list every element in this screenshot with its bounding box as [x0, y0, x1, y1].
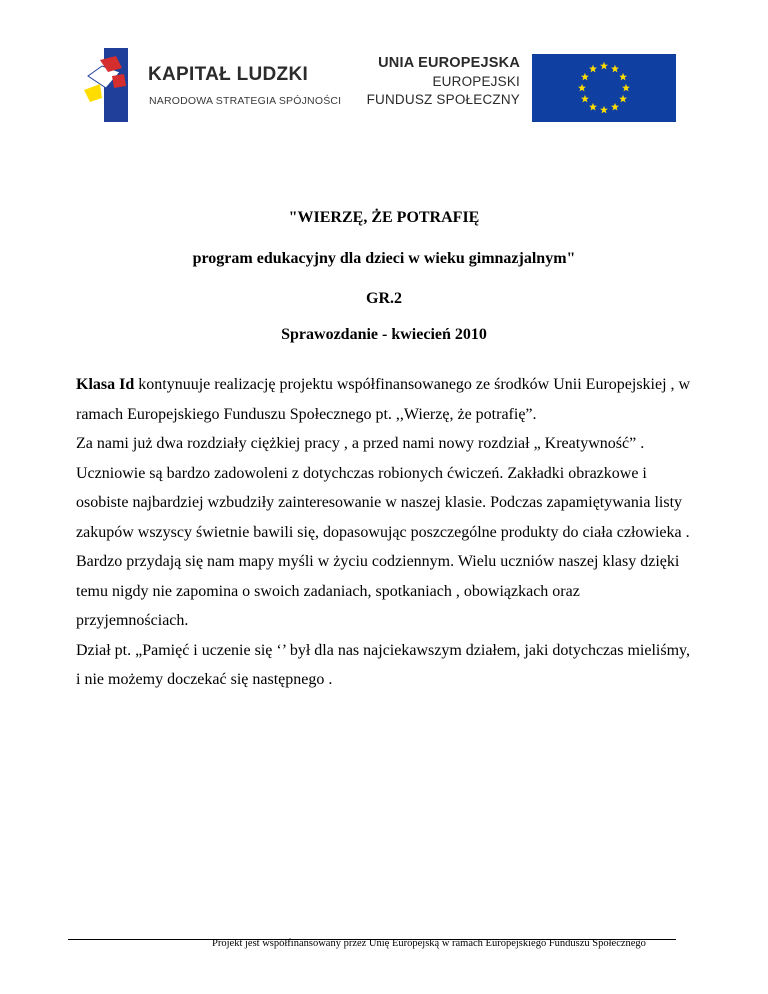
- kapital-ludzki-emblem-icon: [82, 46, 130, 124]
- paragraph-1: [76, 370, 696, 429]
- paragraph-1-text: kontynuuje realizację projektu współfinansowanego ze środków Unii Europejskiej , w ramach Europejskiego Funduszu Społecznego pt. ,,Wierzę, że potrafię”.: [76, 376, 691, 423]
- esf-name-line2: FUNDUSZ SPOŁECZNY: [366, 92, 520, 107]
- paragraph-3: Bardzo przydają się nam mapy myśli w życiu codziennym. Wielu uczniów naszej klasy dzięki temu nigdy nie zapomina o swoich zadaniach, spotkaniach , obowiązkach oraz przyjemnościach.: [76, 553, 680, 629]
- report-body: [76, 370, 696, 695]
- kapital-ludzki-title: KAPITAŁ LUDZKI: [148, 64, 309, 85]
- program-title: "WIERZĘ, ŻE POTRAFIĘ: [288, 209, 480, 226]
- eu-name: UNIA EUROPEJSKA: [378, 55, 520, 71]
- kapital-ludzki-subtitle: NARODOWA STRATEGIA SPÓJNOŚCI: [149, 95, 342, 107]
- eu-esf-text: [367, 54, 520, 109]
- program-subtitle: program edukacyjny dla dzieci w wieku gimnazjalnym": [192, 250, 576, 267]
- esf-name-line1: EUROPEJSKI: [432, 74, 520, 89]
- class-name: Klasa Id: [76, 376, 135, 393]
- report-title: Sprawozdanie - kwiecień 2010: [281, 326, 487, 343]
- group-label: GR.2: [366, 290, 402, 307]
- eu-esf-logo: [368, 54, 676, 122]
- paragraph-4: Dział pt. „Pamięć i uczenie się ‘’ był dla nas najciekawszym działem, jaki dotychczas mieliśmy, i nie możemy doczekać się następnego .: [76, 641, 690, 688]
- paragraph-2: Za nami już dwa rozdziały ciężkiej pracy , a przed nami nowy rozdział „ Kreatywność” . Uczniowie są bardzo zadowoleni z dotychczas robionych ćwiczeń. Zakładki obrazkowe i osobiste najbardziej wzbudziły zainteresowanie w naszej klasie. Podczas zapamiętywania listy zakupów wszyscy świetnie bawili się, dopasowując poszczególne produkty do ciała człowieka .: [76, 435, 690, 541]
- kapital-ludzki-logo: [82, 46, 342, 126]
- eu-flag-icon: [532, 54, 676, 122]
- footer-note: Projekt jest współfinansowany przez Unię Europejską w ramach Europejskiego Funduszu Społecznego: [212, 938, 646, 949]
